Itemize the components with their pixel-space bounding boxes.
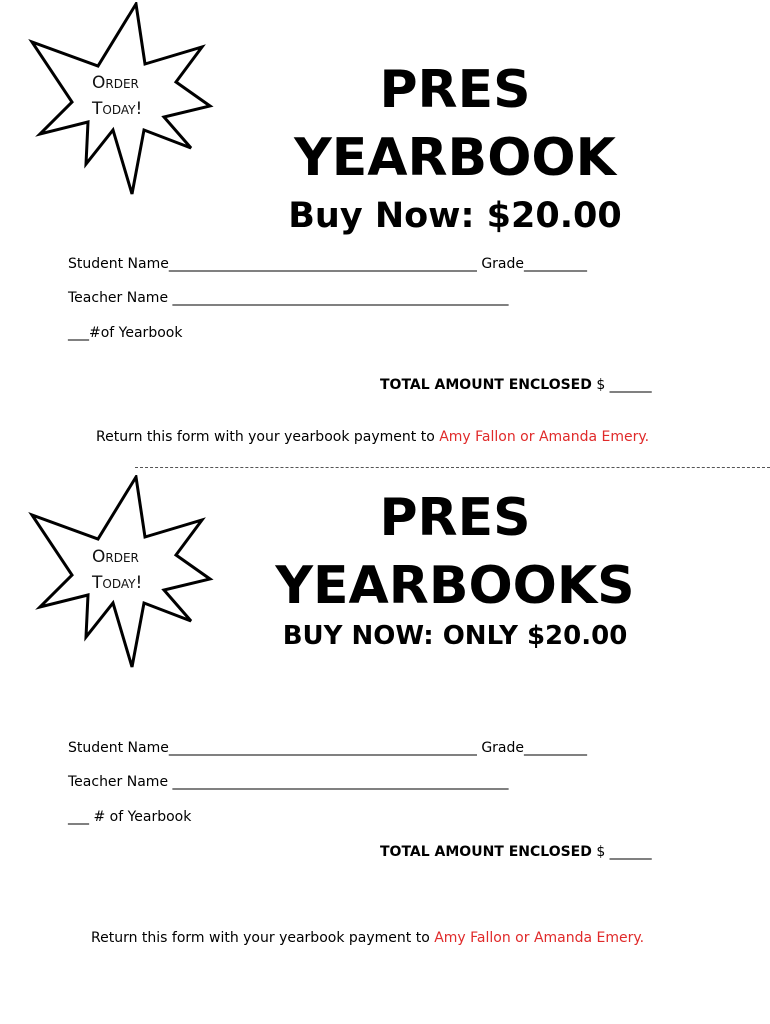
student-name-field[interactable]: Student Name____________________________________________ Grade_________ xyxy=(68,256,587,272)
burst-line-2: Today! xyxy=(92,573,143,593)
burst-label xyxy=(92,544,142,596)
return-text: Return this form with your yearbook payment to xyxy=(96,429,440,445)
burst-line-1: Order xyxy=(92,547,139,567)
price-line: Buy Now: $20.00 xyxy=(288,196,622,236)
total-amount-field[interactable] xyxy=(380,377,652,393)
teacher-name-field[interactable]: Teacher Name ________________________________________________ xyxy=(68,290,509,306)
price-line: BUY NOW: ONLY $20.00 xyxy=(282,621,628,651)
title-line-2: YEARBOOKS xyxy=(275,556,635,616)
title-line-2: YEARBOOK xyxy=(294,128,616,188)
burst-line-1: Order xyxy=(92,73,139,93)
burst-label xyxy=(92,70,142,122)
return-names: Amy Fallon or Amanda Emery. xyxy=(439,429,650,445)
student-name-field[interactable]: Student Name____________________________________________ Grade_________ xyxy=(68,740,587,756)
yearbook-count-field[interactable]: ___ # of Yearbook xyxy=(68,809,192,825)
teacher-name-field[interactable]: Teacher Name ________________________________________________ xyxy=(68,774,509,790)
return-instructions xyxy=(91,930,644,946)
return-instructions xyxy=(96,429,649,445)
return-text: Return this form with your yearbook payment to xyxy=(91,930,435,946)
total-amount-label: TOTAL AMOUNT ENCLOSED xyxy=(380,377,592,393)
total-amount-field[interactable] xyxy=(380,844,652,860)
total-amount-blank: $ ______ xyxy=(591,844,652,860)
total-amount-blank: $ ______ xyxy=(591,377,652,393)
total-amount-label: TOTAL AMOUNT ENCLOSED xyxy=(380,844,592,860)
return-names: Amy Fallon or Amanda Emery. xyxy=(434,930,645,946)
yearbook-count-field[interactable]: ___#of Yearbook xyxy=(68,325,183,341)
title-line-1: PRES xyxy=(379,60,531,120)
burst-line-2: Today! xyxy=(92,99,143,119)
title-line-1: PRES xyxy=(379,488,531,548)
cut-line-divider xyxy=(135,467,770,468)
